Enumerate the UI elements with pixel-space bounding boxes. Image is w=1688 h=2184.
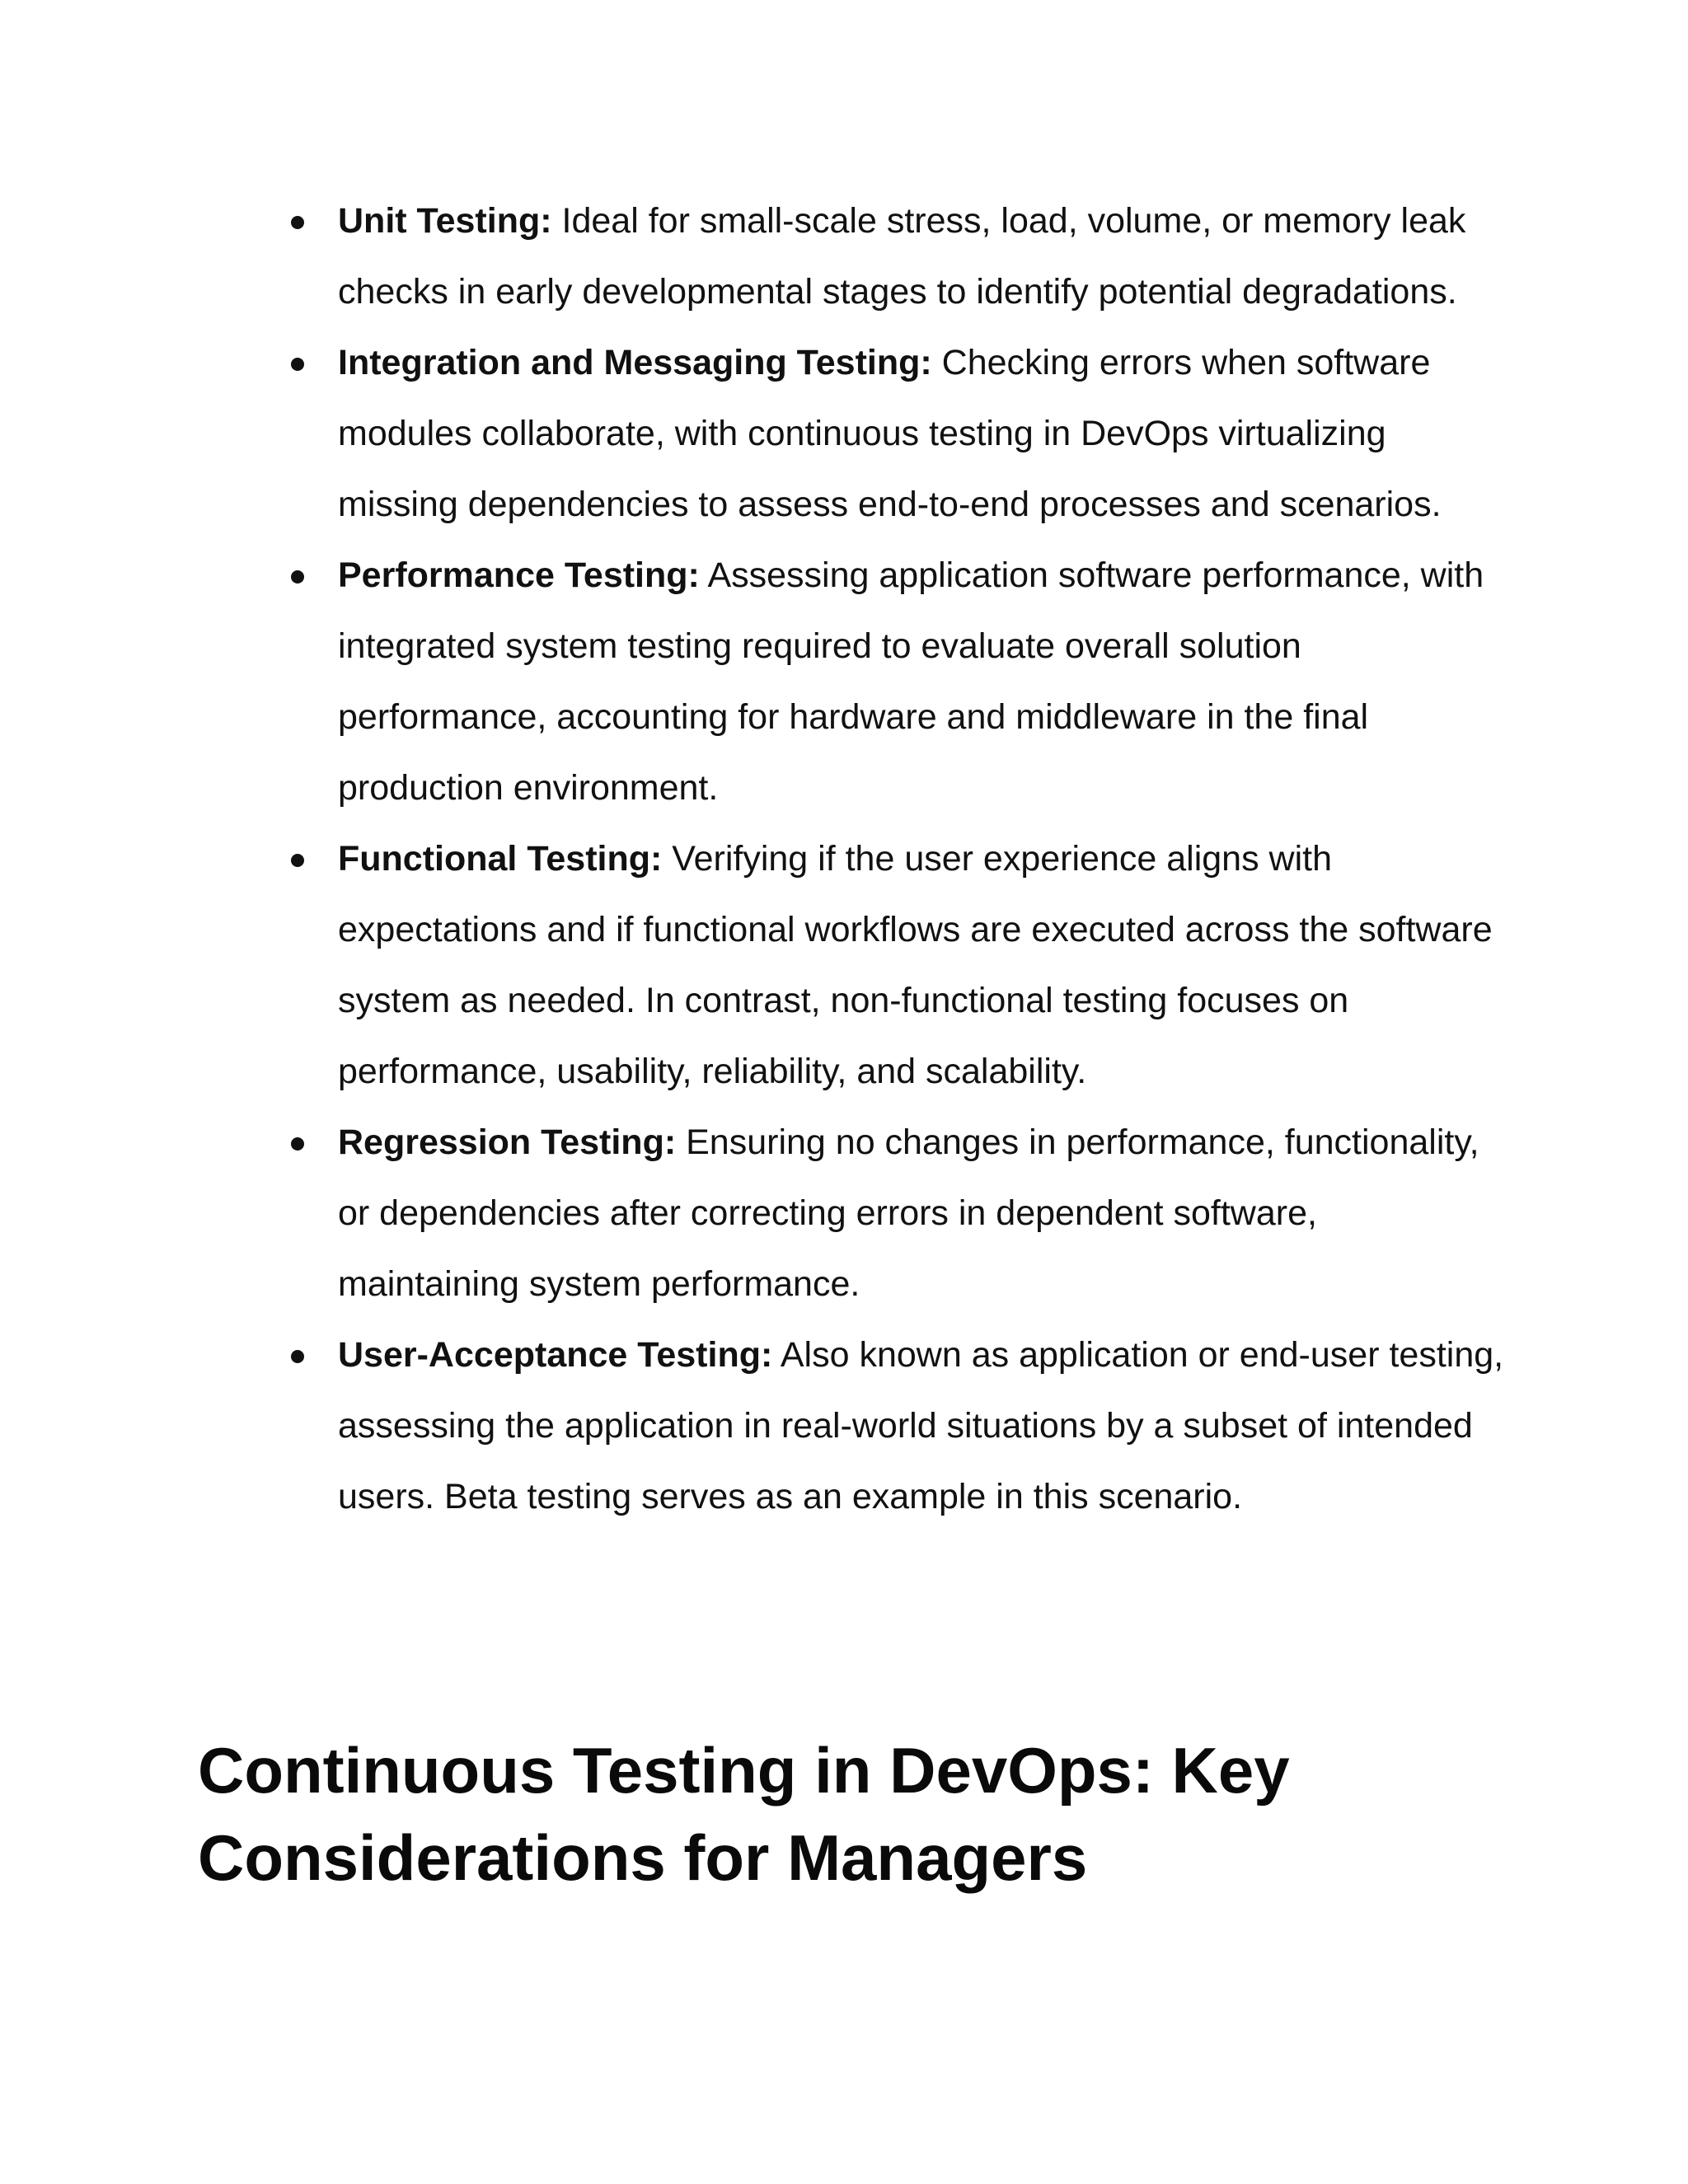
- list-item-text: Checking errors when software modules collaborate, with continuous testing in DevOps virtualizing missing dependencies to assess end-to-end processes and scenarios.: [338, 343, 1442, 524]
- list-item: [284, 1319, 1504, 1532]
- list-item: [284, 327, 1504, 540]
- section-heading: Continuous Testing in DevOps: Key Considerations for Managers: [198, 1734, 1290, 1894]
- list-item-title: Unit Testing:: [338, 201, 552, 241]
- bullet-icon: [291, 216, 304, 229]
- list-item: [284, 540, 1504, 823]
- list-item-title: Regression Testing:: [338, 1122, 677, 1162]
- list-item: [284, 1107, 1504, 1319]
- list-item-text: Ideal for small-scale stress, load, volume, or memory leak checks in early developmental stages to identify potential degradations.: [338, 201, 1466, 312]
- list-item-title: User-Acceptance Testing:: [338, 1335, 773, 1375]
- bullet-icon: [291, 1137, 304, 1151]
- list-item-text: Also known as application or end-user testing, assessing the application in real-world situations by a subset of intended users. Beta testing serves as an example in this scenario.: [338, 1335, 1504, 1516]
- list-item-title: Integration and Messaging Testing:: [338, 343, 932, 382]
- bullet-icon: [291, 854, 304, 867]
- bullet-icon: [291, 570, 304, 583]
- bullet-icon: [291, 358, 304, 371]
- bullet-icon: [291, 1350, 304, 1363]
- list-item: [284, 185, 1504, 327]
- list-item-title: Functional Testing:: [338, 839, 663, 879]
- list-item-text: Ensuring no changes in performance, functionality, or dependencies after correcting errors in dependent software, maintaining system performance.: [338, 1122, 1479, 1304]
- list-item-text: Verifying if the user experience aligns with expectations and if functional workflows are executed across the software system as needed. In contrast, non-functional testing focuses on performance, usability, reliability, and scalability.: [338, 839, 1493, 1091]
- testing-types-list: [284, 185, 1504, 1532]
- list-item-text: Assessing application software performance, with integrated system testing required to evaluate overall solution performance, accounting for hardware and middleware in the final production environment.: [338, 555, 1484, 808]
- list-item: [284, 823, 1504, 1107]
- list-item-title: Performance Testing:: [338, 555, 700, 595]
